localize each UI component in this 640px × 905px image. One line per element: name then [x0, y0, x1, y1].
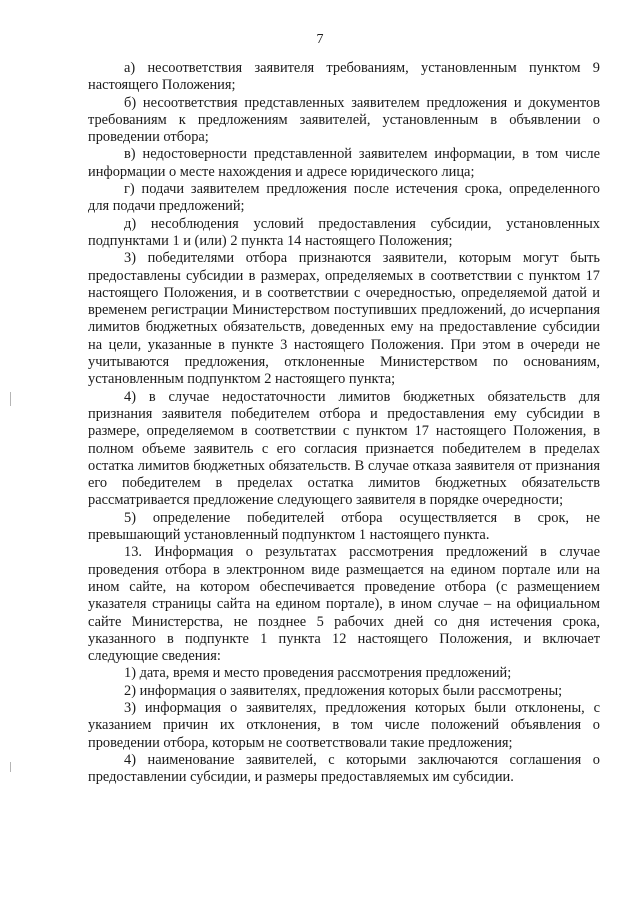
paragraph-subpoint-3: 3) победителями отбора признаются заявители, которым могут быть предоставлены субсидии в размерах, определяемых в соответствии с пунктом 17 настоящего Положения, и в соответствии с очередностью, определяемой датой и временем регистрации Министерством поступивших предложений, до исчерпания лимитов бюджетных обязательств, доведенных ему на предоставление субсидии на цели, указанные в пункте 3 настоящего Положения. При этом в очереди не учитываются предложения, отклоненные Министерством по основаниям, установленным подпунктом 2 настоящего пункта;	[88, 250, 600, 388]
paragraph-subpoint-5: 5) определение победителей отбора осуществляется в срок, не превышающий установленный подпунктом 1 настоящего пункта.	[88, 509, 600, 544]
scan-margin-mark	[10, 762, 11, 772]
paragraph-item-v: в) недостоверности представленной заявителем информации, в том числе информации о месте нахождения и адресе юридического лица;	[88, 146, 600, 180]
paragraph-point-13: 13. Информация о результатах рассмотрения предложений в случае проведения отбора в электронном виде размещается на едином портале или на ином сайте, на котором обеспечивается проведение отбора (с размещением указателя страницы сайта на едином портале), в ином случае – на официальном сайте Министерства, не позднее 5 рабочих дней со дня истечения срока, указанного в подпункте 1 пункта 12 настоящего Положения, и включает следующие сведения:	[88, 544, 600, 665]
scan-margin-mark	[10, 392, 11, 406]
paragraph-item-b: б) несоответствия представленных заявителем предложения и документов требованиям к предложениям заявителей, установленным в объявлении о проведении отбора;	[88, 94, 600, 146]
paragraph-list-item-2: 2) информация о заявителях, предложения которых были рассмотрены;	[124, 682, 563, 699]
paragraph-item-d: д) несоблюдения условий предоставления субсидии, установленных подпунктами 1 и (или) 2 пункта 14 настоящего Положения;	[88, 215, 600, 249]
page-number: 7	[316, 32, 324, 47]
paragraph-list-item-3: 3) информация о заявителях, предложения которых были отклонены, с указанием причин их отклонения, в том числе положений объявления о проведении отбора, которым не соответствовали такие предложения;	[88, 699, 600, 751]
paragraph-subpoint-4: 4) в случае недостаточности лимитов бюджетных обязательств для признания заявителя победителем отбора и предоставления ему субсидии в размере, определяемом в соответствии с пунктом 17 настоящего Положения, в полном объеме заявитель с его согласия признается победителем в пределах остатка лимитов бюджетных обязательств. В случае отказа заявителя от признания его победителем в пределах остатка лимитов бюджетных обязательств рассматривается предложение следующего заявителя в порядке очередности;	[88, 388, 600, 509]
paragraph-item-g: г) подачи заявителем предложения после истечения срока, определенного для подачи предложений;	[88, 181, 600, 215]
paragraph-item-a: а) несоответствия заявителя требованиям, установленным пунктом 9 настоящего Положения;	[88, 60, 600, 94]
paragraph-list-item-4: 4) наименование заявителей, с которыми заключаются соглашения о предоставлении субсидии, и размеры предоставляемых им субсидии.	[88, 751, 600, 786]
paragraph-list-item-1: 1) дата, время и место проведения рассмотрения предложений;	[124, 665, 512, 682]
document-body	[88, 60, 600, 786]
